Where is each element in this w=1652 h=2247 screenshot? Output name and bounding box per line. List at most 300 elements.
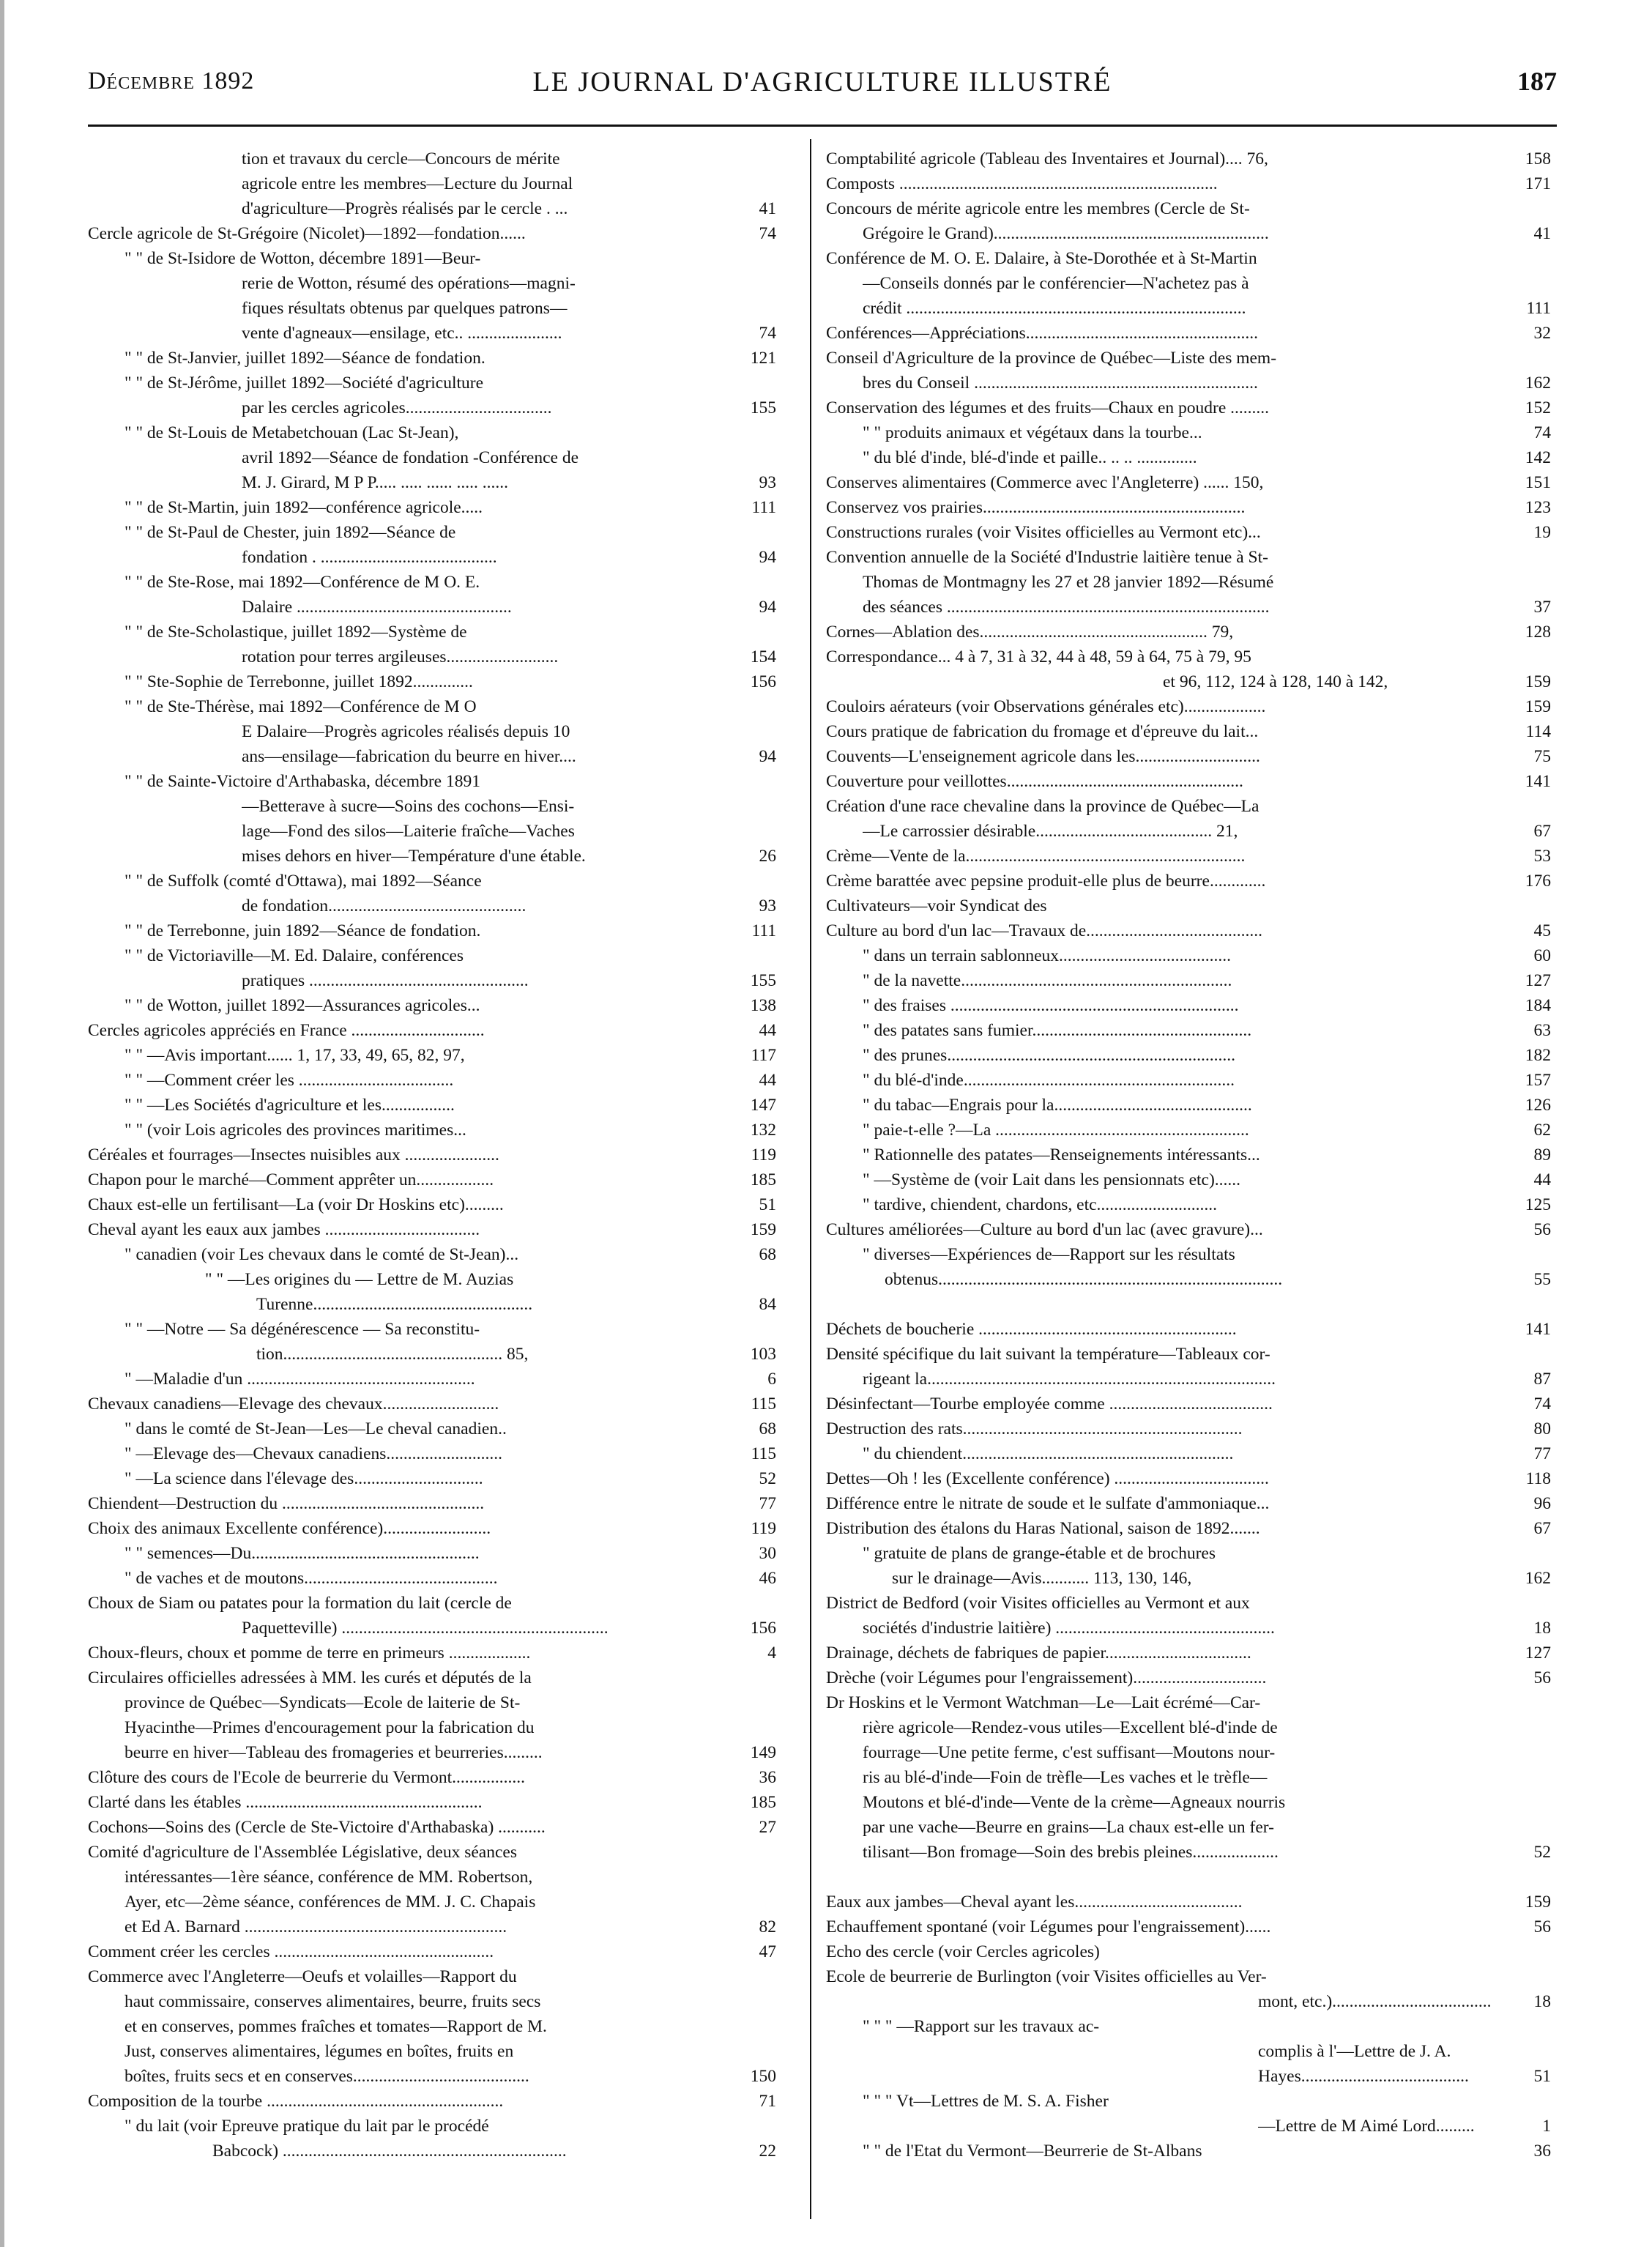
- index-entry-page: 51: [1530, 2064, 1552, 2089]
- index-entry: [826, 1890, 1551, 1914]
- index-entry-page: 182: [1521, 1043, 1551, 1068]
- index-entry: [88, 1043, 776, 1068]
- index-entry: [88, 1167, 776, 1192]
- index-entry-text: Turenne...................................................: [256, 1295, 533, 1314]
- index-entry: [826, 968, 1551, 993]
- index-entry-text: " gratuite de plans de grange-étable et de brochures: [863, 1544, 1216, 1563]
- index-entry-page: 68: [755, 1416, 777, 1441]
- index-entry: [88, 2014, 776, 2039]
- index-entry: [88, 1093, 776, 1118]
- index-entry-text: vente d'agneaux—ensilage, etc.. ......................: [242, 324, 562, 343]
- index-entry-text: Drèche (voir Légumes pour l'engraissement)...............................: [826, 1668, 1267, 1687]
- index-entry: [88, 246, 776, 271]
- index-entry-text: " dans le comté de St-Jean—Les—Le cheval canadien..: [124, 1419, 507, 1438]
- index-entry-page: 36: [1530, 2139, 1552, 2164]
- index-entry-text: " " " —Rapport sur les travaux ac-: [863, 2017, 1100, 2036]
- index-entry-text: Création d'une race chevaline dans la province de Québec—La: [826, 797, 1260, 816]
- index-entry: [826, 1591, 1551, 1616]
- index-entry-text: crédit ...............................................................................: [863, 299, 1246, 318]
- index-entry: [826, 1541, 1551, 1566]
- index-entry-text: Circulaires officielles adressées à MM. les curés et députés de la: [88, 1668, 532, 1687]
- index-entry-text: Hayes.......................................: [1258, 2067, 1469, 2086]
- index-entry-page: 4: [763, 1641, 776, 1665]
- index-entry: [826, 1665, 1551, 1690]
- index-entry-page: 46: [755, 1566, 777, 1591]
- index-entry: [88, 221, 776, 246]
- index-entry-text: lage—Fond des silos—Laiterie fraîche—Vaches: [242, 822, 575, 841]
- index-entry: [826, 321, 1551, 346]
- index-entry-page: 19: [1530, 520, 1552, 545]
- index-entry: [826, 1914, 1551, 1939]
- index-entry-text: Conservez vos prairies.............................................................: [826, 498, 1246, 517]
- index-entry-page: 22: [755, 2139, 777, 2164]
- index-column-left: [88, 146, 776, 2226]
- index-entry-text: et Ed A. Barnard .............................................................: [124, 1917, 507, 1936]
- index-entry-text: complis à l'—Lettre de J. A.: [1258, 2042, 1451, 2061]
- index-entry: [88, 1616, 776, 1641]
- index-entry: [88, 1740, 776, 1765]
- index-entry-text: " " produits animaux et végétaux dans la tourbe...: [863, 423, 1202, 442]
- index-entry: [826, 2114, 1551, 2139]
- index-entry: [88, 395, 776, 420]
- index-entry-text: Clôture des cours de l'Ecole de beurrerie du Vermont.................: [88, 1768, 526, 1787]
- index-entry-text: " " de Suffolk (comté d'Ottawa), mai 1892—Séance: [124, 872, 482, 891]
- index-entry-text: " —Maladie d'un .....................................................: [124, 1370, 475, 1389]
- index-entry-page: 89: [1530, 1143, 1552, 1167]
- index-entry: [88, 819, 776, 844]
- index-entry: [88, 420, 776, 445]
- index-entry: [88, 1890, 776, 1914]
- index-entry: [88, 769, 776, 794]
- index-entry-page: 56: [1530, 1665, 1552, 1690]
- index-entry: [88, 1143, 776, 1167]
- index-entry-page: 51: [755, 1192, 777, 1217]
- index-entry-text: " " de St-Isidore de Wotton, décembre 1891—Beur-: [124, 249, 481, 268]
- index-entry-page: 52: [755, 1466, 777, 1491]
- index-entry: [826, 1641, 1551, 1665]
- index-entry-page: 111: [747, 918, 776, 943]
- index-entry: [826, 1715, 1551, 1740]
- index-entry: [826, 1267, 1551, 1292]
- index-entry: [826, 1242, 1551, 1267]
- index-entry-page: 150: [746, 2064, 776, 2089]
- index-entry-page: 158: [1521, 146, 1551, 171]
- index-entry-text: " " —Comment créer les ....................................: [124, 1071, 454, 1090]
- index-entry-text: " tardive, chiendent, chardons, etc............................: [863, 1195, 1218, 1214]
- index-entry-page: 27: [755, 1815, 777, 1840]
- index-entry-page: 156: [746, 1616, 776, 1641]
- index-entry-text: Grégoire le Grand)................................................................: [863, 224, 1269, 243]
- index-entry-text: " du blé-d'inde...............................................................: [863, 1071, 1235, 1090]
- index-entry-text: Cercles agricoles appréciés en France ...............................: [88, 1021, 485, 1040]
- index-entry: [88, 1217, 776, 1242]
- index-entry-text: rigeant la.................................................................................: [863, 1370, 1276, 1389]
- index-entry: [88, 1541, 776, 1566]
- index-entry: [88, 520, 776, 545]
- index-entry: [826, 1690, 1551, 1715]
- index-entry-text: Echo des cercle (voir Cercles agricoles): [826, 1942, 1100, 1961]
- index-entry-page: 121: [746, 346, 776, 371]
- index-entry: [88, 719, 776, 744]
- index-entry-page: 155: [746, 395, 776, 420]
- index-entry: [88, 1491, 776, 1516]
- index-entry-page: 141: [1521, 1317, 1551, 1342]
- index-entry-text: Hyacinthe—Primes d'encouragement pour la fabrication du: [124, 1718, 535, 1737]
- index-entry-page: 155: [746, 968, 776, 993]
- index-entry-text: " " de Sainte-Victoire d'Arthabaska, décembre 1891: [124, 772, 480, 791]
- index-entry-page: 128: [1521, 620, 1551, 645]
- index-entry-page: 159: [1521, 694, 1551, 719]
- index-entry: [826, 844, 1551, 869]
- index-entry-page: 84: [755, 1292, 777, 1317]
- index-entry: [826, 1143, 1551, 1167]
- index-entry: [88, 1840, 776, 1865]
- index-entry: [826, 1616, 1551, 1641]
- index-entry: [88, 1267, 776, 1292]
- index-entry-text: " " —Notre — Sa dégénérescence — Sa reconstitu-: [124, 1320, 480, 1339]
- index-entry-text: " " (voir Lois agricoles des provinces maritimes...: [124, 1121, 466, 1140]
- index-entry-text: obtenus................................................................................: [885, 1270, 1283, 1289]
- index-entry-text: Echauffement spontané (voir Légumes pour l'engraissement)......: [826, 1917, 1271, 1936]
- index-entry: [88, 943, 776, 968]
- index-entry-text: Comptabilité agricole (Tableau des Inventaires et Journal).... 76,: [826, 149, 1268, 168]
- index-entry: [88, 1441, 776, 1466]
- index-entry-text: boîtes, fruits secs et en conserves.........................................: [124, 2067, 529, 2086]
- index-entry-page: 176: [1521, 869, 1551, 894]
- index-entry-page: 44: [755, 1018, 777, 1043]
- index-entry: [826, 1392, 1551, 1416]
- index-entry: [88, 1690, 776, 1715]
- index-entry-page: 114: [1522, 719, 1551, 744]
- index-entry: [826, 1466, 1551, 1491]
- index-entry: [826, 1765, 1551, 1790]
- index-entry-text: " " de Ste-Thérèse, mai 1892—Conférence de M O: [124, 697, 477, 716]
- index-entry-page: 45: [1530, 918, 1552, 943]
- index-entry: [88, 1118, 776, 1143]
- index-entry-text: " —La science dans l'élevage des..............................: [124, 1469, 483, 1488]
- index-entry: [826, 1043, 1551, 1068]
- index-entry-page: 55: [1530, 1267, 1552, 1292]
- index-entry: [826, 346, 1551, 371]
- index-entry: [826, 1217, 1551, 1242]
- index-entry-text: de fondation..............................................: [242, 896, 527, 915]
- index-entry-text: Cours pratique de fabrication du fromage et d'épreuve du lait...: [826, 722, 1259, 741]
- index-entry-text: " " —Avis important...... 1, 17, 33, 49, 65, 82, 97,: [124, 1046, 465, 1065]
- index-entry: [88, 1292, 776, 1317]
- index-entry: [88, 2139, 776, 2164]
- index-entry-page: 119: [747, 1143, 776, 1167]
- index-entry-page: 32: [1530, 321, 1552, 346]
- index-entry-text: province de Québec—Syndicats—Ecole de laiterie de St-: [124, 1693, 521, 1712]
- index-entry-text: " " de Ste-Rose, mai 1892—Conférence de M O. E.: [124, 573, 480, 592]
- index-entry-text: Dr Hoskins et le Vermont Watchman—Le—Lait écrémé—Car-: [826, 1693, 1261, 1712]
- index-entry: [88, 495, 776, 520]
- index-entry-page: 18: [1530, 1989, 1552, 2014]
- index-entry-page: 36: [755, 1765, 777, 1790]
- index-entry-text: Crème—Vente de la.................................................................: [826, 847, 1246, 866]
- index-entry-page: 56: [1530, 1217, 1552, 1242]
- index-entry-text: Distribution des étalons du Haras National, saison de 1892.......: [826, 1519, 1260, 1538]
- index-entry-text: Constructions rurales (voir Visites officielles au Vermont etc)...: [826, 523, 1261, 542]
- index-entry: [826, 196, 1551, 221]
- index-entry: [826, 1790, 1551, 1815]
- index-entry-text: " " Ste-Sophie de Terrebonne, juillet 1892..............: [124, 672, 473, 691]
- index-entry: [826, 371, 1551, 395]
- index-entry: [826, 719, 1551, 744]
- index-entry-text: Comité d'agriculture de l'Assemblée Législative, deux séances: [88, 1843, 517, 1862]
- section-gap: [826, 1865, 1551, 1890]
- index-entry: [826, 595, 1551, 620]
- index-entry: [88, 669, 776, 694]
- index-entry-text: Désinfectant—Tourbe employée comme ......................................: [826, 1394, 1273, 1414]
- index-entry-page: 18: [1530, 1616, 1552, 1641]
- index-entry: [88, 271, 776, 296]
- index-entry: [826, 1367, 1551, 1392]
- index-entry: [826, 2039, 1551, 2064]
- index-entry: [88, 470, 776, 495]
- index-entry: [826, 545, 1551, 570]
- index-entry-text: Culture au bord d'un lac—Travaux de.........................................: [826, 921, 1263, 940]
- index-entry-text: tilisant—Bon fromage—Soin des brebis pleines....................: [863, 1843, 1279, 1862]
- index-entry-page: 142: [1521, 445, 1551, 470]
- index-entry-page: 30: [755, 1541, 777, 1566]
- index-entry: [826, 918, 1551, 943]
- page-header: [88, 60, 1557, 104]
- index-entry: [826, 1989, 1551, 2014]
- index-entry: [826, 420, 1551, 445]
- index-entry: [826, 1118, 1551, 1143]
- index-entry-text: " du lait (voir Epreuve pratique du lait par le procédé: [124, 2117, 489, 2136]
- index-entry-page: 156: [746, 669, 776, 694]
- index-entry: [88, 321, 776, 346]
- index-entry-page: 123: [1521, 495, 1551, 520]
- index-entry-text: pratiques ...................................................: [242, 971, 529, 990]
- index-entry-text: Comment créer les cercles ...................................................: [88, 1942, 494, 1961]
- index-entry-text: " " —Les origines du — Lettre de M. Auzias: [205, 1270, 514, 1289]
- index-entry-text: —Le carrossier désirable......................................... 21,: [863, 822, 1238, 841]
- index-entry: [88, 1466, 776, 1491]
- index-entry: [88, 1939, 776, 1964]
- index-entry: [88, 1018, 776, 1043]
- index-entry-page: 159: [1521, 1890, 1551, 1914]
- index-entry-text: " —Système de (voir Lait dans les pensionnats etc)......: [863, 1170, 1241, 1189]
- index-entry-text: Densité spécifique du lait suivant la température—Tableaux cor-: [826, 1345, 1270, 1364]
- index-entry: [826, 645, 1551, 669]
- index-entry-page: 75: [1530, 744, 1552, 769]
- index-entry-page: 118: [1522, 1466, 1551, 1491]
- index-entry: [826, 1167, 1551, 1192]
- index-entry: [826, 2139, 1551, 2164]
- index-entry-text: Couloirs aérateurs (voir Observations générales etc)...................: [826, 697, 1266, 716]
- index-entry: [826, 819, 1551, 844]
- index-entry-page: 117: [747, 1043, 776, 1068]
- index-entry: [826, 1516, 1551, 1541]
- index-entry-page: 62: [1530, 1118, 1552, 1143]
- index-column-right: [826, 146, 1551, 2226]
- index-entry-text: —Lettre de M Aimé Lord.........: [1258, 2117, 1475, 2136]
- index-entry: [826, 1441, 1551, 1466]
- index-entry-text: " de la navette...............................................................: [863, 971, 1232, 990]
- index-entry: [826, 570, 1551, 595]
- index-entry-page: 74: [755, 221, 777, 246]
- index-entry-text: ris au blé-d'inde—Foin de trèfle—Les vaches et le trèfle—: [863, 1768, 1268, 1787]
- index-entry: [88, 346, 776, 371]
- index-entry: [88, 371, 776, 395]
- index-entry: [826, 620, 1551, 645]
- index-entry: [826, 2014, 1551, 2039]
- index-entry: [826, 669, 1551, 694]
- index-entry-text: fondation . .........................................: [242, 548, 497, 567]
- index-entry: [826, 470, 1551, 495]
- index-entry: [826, 1416, 1551, 1441]
- index-entry: [826, 744, 1551, 769]
- index-entry: [826, 246, 1551, 271]
- index-entry-page: 77: [1530, 1441, 1552, 1466]
- index-entry-text: Dettes—Oh ! les (Excellente conférence) ....................................: [826, 1469, 1269, 1488]
- scan-edge: [0, 0, 4, 2247]
- index-entry-page: 152: [1521, 395, 1551, 420]
- index-entry-page: 138: [746, 993, 776, 1018]
- index-entry: [826, 1840, 1551, 1865]
- index-entry-text: " " de Wotton, juillet 1892—Assurances agricoles...: [124, 996, 480, 1015]
- index-entry-page: 94: [755, 545, 777, 570]
- index-entry: [88, 2114, 776, 2139]
- index-entry-page: 80: [1530, 1416, 1552, 1441]
- index-entry-page: 6: [763, 1367, 776, 1392]
- index-entry-page: 162: [1521, 371, 1551, 395]
- index-entry-text: " " " Vt—Lettres de M. S. A. Fisher: [863, 2092, 1109, 2111]
- index-entry-text: " " de St-Martin, juin 1892—conférence agricole.....: [124, 498, 483, 517]
- index-entry-text: " du chiendent...............................................................: [863, 1444, 1234, 1463]
- index-entry: [88, 570, 776, 595]
- index-entry-text: " des patates sans fumier...................................................: [863, 1021, 1252, 1040]
- index-entry: [88, 1317, 776, 1342]
- index-entry-text: Ayer, etc—2ème séance, conférences de MM. J. C. Chapais: [124, 1893, 536, 1912]
- index-entry-page: 63: [1530, 1018, 1552, 1043]
- index-entry: [88, 645, 776, 669]
- index-entry-text: Chaux est-elle un fertilisant—La (voir Dr Hoskins etc).........: [88, 1195, 504, 1214]
- index-entry: [826, 1939, 1551, 1964]
- index-entry-page: 171: [1521, 171, 1551, 196]
- index-entry-text: " Rationnelle des patates—Renseignements intéressants...: [863, 1145, 1260, 1165]
- index-entry-text: Crème barattée avec pepsine produit-elle plus de beurre.............: [826, 872, 1266, 891]
- index-entry: [88, 171, 776, 196]
- index-entry: [826, 1815, 1551, 1840]
- index-entry-page: 52: [1530, 1840, 1552, 1865]
- index-entry: [826, 1068, 1551, 1093]
- index-entry: [826, 993, 1551, 1018]
- index-entry-page: 185: [746, 1167, 776, 1192]
- index-entry: [88, 545, 776, 570]
- index-entry-page: 147: [746, 1093, 776, 1118]
- index-entry-page: 103: [746, 1342, 776, 1367]
- index-entry: [826, 1964, 1551, 1989]
- index-entry: [88, 1790, 776, 1815]
- index-entry-text: Cochons—Soins des (Cercle de Ste-Victoire d'Arthabaska) ...........: [88, 1818, 546, 1837]
- index-entry-text: " " de Terrebonne, juin 1892—Séance de fondation.: [124, 921, 481, 940]
- index-entry-text: Céréales et fourrages—Insectes nuisibles aux ......................: [88, 1145, 499, 1165]
- index-entry-text: —Conseils donnés par le conférencier—N'achetez pas à: [863, 274, 1249, 293]
- index-entry: [826, 520, 1551, 545]
- index-entry: [88, 1068, 776, 1093]
- index-entry-page: 185: [746, 1790, 776, 1815]
- index-entry-page: 47: [755, 1939, 777, 1964]
- index-entry-text: par une vache—Beurre en grains—La chaux est-elle un fer-: [863, 1818, 1274, 1837]
- index-entry-page: 159: [1521, 669, 1551, 694]
- index-entry-text: " du tabac—Engrais pour la..............................................: [863, 1096, 1252, 1115]
- index-entry-text: mises dehors en hiver—Température d'une étable.: [242, 847, 586, 866]
- index-entry-page: 115: [747, 1392, 776, 1416]
- index-entry-text: avril 1892—Séance de fondation -Conférence de: [242, 448, 579, 467]
- index-entry-text: —Betterave à sucre—Soins des cochons—Ensi-: [242, 797, 575, 816]
- index-entry-page: 162: [1521, 1566, 1551, 1591]
- index-entry: [88, 196, 776, 221]
- index-entry: [88, 1516, 776, 1541]
- index-entry-text: Eaux aux jambes—Cheval ayant les.......................................: [826, 1893, 1243, 1912]
- index-entry: [88, 744, 776, 769]
- index-entry: [88, 1641, 776, 1665]
- index-entry: [826, 1192, 1551, 1217]
- index-entry-text: Destruction des rats.................................................................: [826, 1419, 1243, 1438]
- index-entry-text: E Dalaire—Progrès agricoles réalisés depuis 10: [242, 722, 570, 741]
- index-entry-page: 77: [755, 1491, 777, 1516]
- index-entry: [88, 869, 776, 894]
- index-entry: [88, 1242, 776, 1267]
- index-entry-page: 126: [1521, 1093, 1551, 1118]
- index-entry-text: Dalaire ..................................................: [242, 598, 512, 617]
- index-entry-text: fiques résultats obtenus par quelques patrons—: [242, 299, 568, 318]
- index-entry: [826, 271, 1551, 296]
- index-entry-text: rerie de Wotton, résumé des opérations—magni-: [242, 274, 576, 293]
- index-entry-text: Composts ..........................................................................: [826, 174, 1218, 193]
- index-entry-page: 26: [755, 844, 777, 869]
- index-entry-page: 149: [746, 1740, 776, 1765]
- index-entry: [88, 2064, 776, 2089]
- index-entry-text: " dans un terrain sablonneux........................................: [863, 946, 1232, 965]
- index-entry: [88, 1591, 776, 1616]
- index-entry: [88, 1865, 776, 1890]
- index-entry-text: des séances ...........................................................................: [863, 598, 1270, 617]
- index-entry-text: Commerce avec l'Angleterre—Oeufs et volailles—Rapport du: [88, 1967, 517, 1986]
- index-entry-page: 74: [1530, 1392, 1552, 1416]
- index-entry: [826, 1740, 1551, 1765]
- index-entry-page: 71: [755, 2089, 777, 2114]
- index-entry-page: 127: [1521, 1641, 1551, 1665]
- index-entry-page: 44: [755, 1068, 777, 1093]
- index-entry-page: 125: [1521, 1192, 1551, 1217]
- index-entry-page: 44: [1530, 1167, 1552, 1192]
- index-entry-text: Couverture pour veillottes.......................................................: [826, 772, 1243, 791]
- index-entry-text: Babcock) ..................................................................: [212, 2142, 567, 2161]
- index-entry-text: Conservation des légumes et des fruits—Chaux en poudre .........: [826, 398, 1270, 417]
- index-entry: [826, 171, 1551, 196]
- index-entry-text: tion et travaux du cercle—Concours de mérite: [242, 149, 560, 168]
- index-entry-text: " canadien (voir Les chevaux dans le comté de St-Jean)...: [124, 1245, 519, 1264]
- index-entry-text: Cultivateurs—voir Syndicat des: [826, 896, 1047, 915]
- index-entry-page: 93: [755, 470, 777, 495]
- index-entry: [826, 943, 1551, 968]
- index-entry: [88, 1715, 776, 1740]
- index-entry: [88, 1989, 776, 2014]
- index-entry: [88, 2089, 776, 2114]
- index-entry-page: 74: [1530, 420, 1552, 445]
- index-entry: [826, 146, 1551, 171]
- index-entry-text: Cornes—Ablation des..................................................... 79,: [826, 623, 1234, 642]
- index-entry-text: et en conserves, pommes fraîches et tomates—Rapport de M.: [124, 2017, 547, 2036]
- index-entry-page: 159: [746, 1217, 776, 1242]
- index-entry-text: " des prunes...................................................................: [863, 1046, 1235, 1065]
- index-entry: [88, 968, 776, 993]
